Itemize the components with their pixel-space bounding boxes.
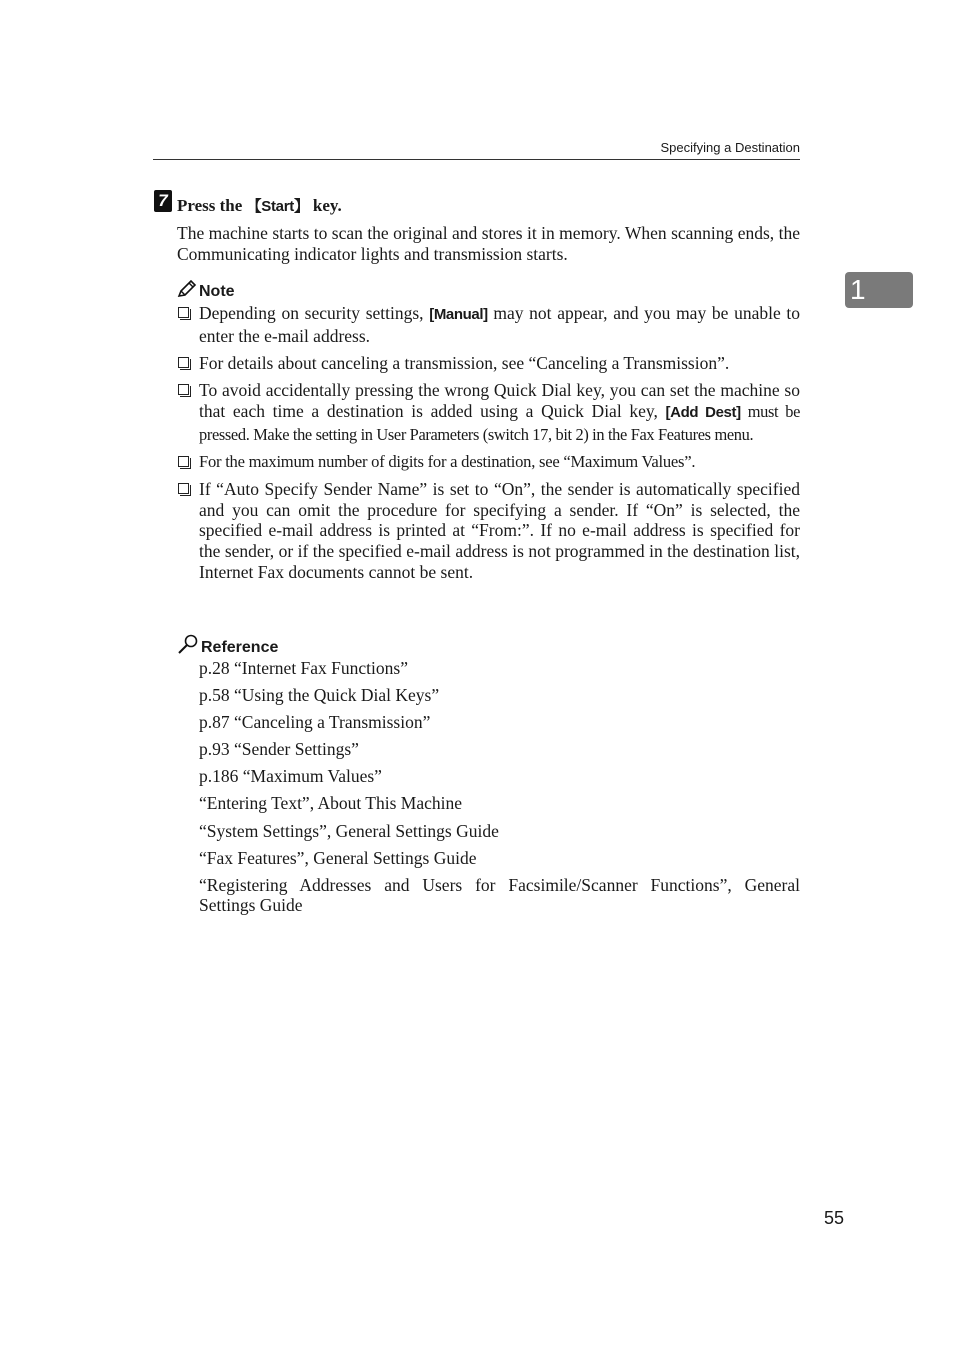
page-number: 55: [824, 1208, 845, 1228]
checkbox-icon: [178, 483, 189, 494]
note-item-text: For details about canceling a transmission, see “Canceling a Transmission”.: [199, 352, 730, 373]
reference-list: [199, 658, 800, 923]
start-key-label: Start: [261, 198, 294, 215]
reference-item: p.186 “Maximum Values”: [199, 766, 382, 787]
note-heading-label: Note: [199, 283, 235, 300]
key-bracket-open: 【: [246, 198, 262, 215]
checkbox-icon: [178, 456, 189, 467]
magnifier-icon: [177, 634, 199, 654]
reference-heading: [177, 634, 278, 658]
note-item-text: must be pressed. Make the setting in User Parameters (switch 17, bit 2) in the Fax Features menu.: [199, 401, 801, 444]
reference-heading-label: Reference: [201, 639, 279, 656]
note-item: [177, 479, 800, 583]
checkbox-icon: [178, 384, 189, 395]
step-description: The machine starts to scan the original and stores it in memory. When scanning ends, the Communicating indicator lights and transmission starts.: [177, 223, 800, 264]
reference-item: “Fax Features”, General Settings Guide: [199, 847, 477, 868]
note-item: [177, 380, 800, 445]
note-heading: [177, 280, 235, 302]
running-header: Specifying a Destination: [153, 139, 800, 160]
chapter-tab: 1: [845, 272, 913, 308]
reference-item: p.58 “Using the Quick Dial Keys”: [199, 685, 440, 706]
step-number-badge: 7: [154, 190, 172, 212]
note-item-text: may not appear, and you may be unable to enter the e-mail address.: [199, 303, 801, 346]
reference-item: “System Settings”, General Settings Guide: [199, 820, 499, 841]
checkbox-icon: [178, 307, 189, 318]
note-item: [177, 452, 800, 473]
checkbox-icon: [178, 357, 189, 368]
step-title-prefix: Press the: [177, 196, 247, 215]
reference-item: p.93 “Sender Settings”: [199, 739, 359, 760]
reference-item: “Entering Text”, About This Machine: [199, 793, 463, 814]
key-bracket-close: 】: [293, 198, 309, 215]
note-item: [177, 353, 800, 374]
note-item-text: To avoid accidentally pressing the wrong Quick Dial key, you can set the machine so that each time a destination is added using a Quick Dial key,: [199, 380, 800, 421]
step-title: [177, 195, 342, 218]
reference-item: “Registering Addresses and Users for Facsimile/Scanner Functions”, General Settings Guide: [199, 874, 800, 916]
manual-key-label: [Manual]: [429, 306, 488, 323]
add-dest-key-label: [Add Dest]: [665, 403, 741, 421]
note-item-text: Depending on security settings,: [199, 303, 430, 323]
reference-item: p.87 “Canceling a Transmission”: [199, 712, 431, 733]
note-list: [177, 303, 800, 589]
reference-item: p.28 “Internet Fax Functions”: [199, 658, 408, 678]
note-item-text: For the maximum number of digits for a destination, see “Maximum Values”.: [199, 451, 696, 471]
pencil-icon: [177, 280, 197, 298]
note-item-text: If “Auto Specify Sender Name” is set to “On”, the sender is automatically specified and you can omit the procedure for specifying a sender. If “On” is selected, the specified e-mail address is printed at “From:”. If no e-mail address is specified for the sender, or if the specified e-mail address is not programmed in the destination list, Internet Fax documents cannot be sent.: [199, 478, 800, 582]
note-item: [177, 303, 800, 346]
step-title-suffix: key.: [308, 196, 342, 215]
